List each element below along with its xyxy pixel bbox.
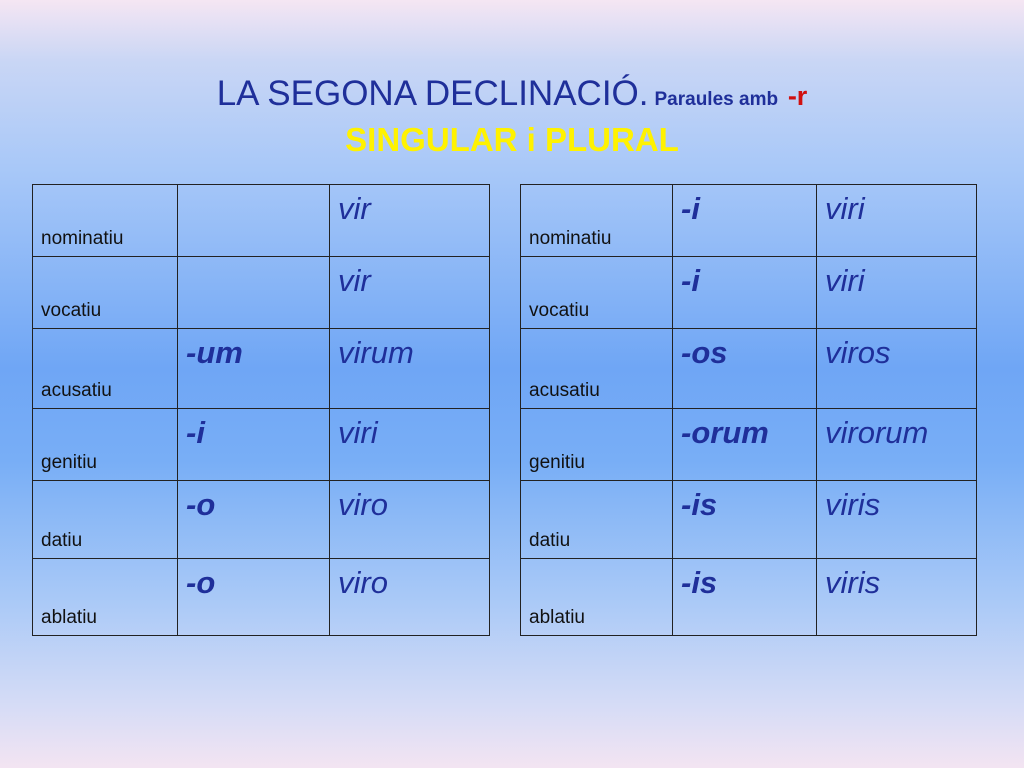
ending-cell xyxy=(178,185,330,257)
word-cell: viri xyxy=(817,257,977,329)
case-cell: vocatiu xyxy=(33,257,178,329)
case-cell: ablatiu xyxy=(33,559,178,636)
title-sub: Paraules amb xyxy=(654,89,779,110)
table-row xyxy=(521,409,977,481)
ending-cell: -i xyxy=(178,409,330,481)
case-cell: ablatiu xyxy=(521,559,673,636)
case-cell: datiu xyxy=(521,481,673,559)
case-cell: genitiu xyxy=(521,409,673,481)
table-row xyxy=(521,329,977,409)
ending-cell: -o xyxy=(178,559,330,636)
ending-cell: -is xyxy=(673,481,817,559)
word-cell: virorum xyxy=(817,409,977,481)
ending-cell: -orum xyxy=(673,409,817,481)
word-cell: vir xyxy=(330,185,490,257)
ending-cell: -o xyxy=(178,481,330,559)
table-row xyxy=(33,185,490,257)
table-row xyxy=(33,481,490,559)
case-cell: datiu xyxy=(33,481,178,559)
case-cell: genitiu xyxy=(33,409,178,481)
plural-table xyxy=(520,184,977,636)
word-cell: viros xyxy=(817,329,977,409)
ending-cell: -um xyxy=(178,329,330,409)
table-row xyxy=(521,559,977,636)
subtitle: SINGULAR i PLURAL xyxy=(345,121,679,158)
table-row xyxy=(33,559,490,636)
word-cell: viro xyxy=(330,481,490,559)
word-cell: viro xyxy=(330,559,490,636)
word-cell: vir xyxy=(330,257,490,329)
table-row xyxy=(33,409,490,481)
word-cell: viris xyxy=(817,481,977,559)
singular-table xyxy=(32,184,490,636)
ending-cell: -i xyxy=(673,257,817,329)
ending-cell: -os xyxy=(673,329,817,409)
table-row xyxy=(521,185,977,257)
slide-title xyxy=(0,74,1024,160)
case-cell: acusatiu xyxy=(521,329,673,409)
case-cell: nominatiu xyxy=(521,185,673,257)
table-row xyxy=(33,329,490,409)
table-row xyxy=(521,257,977,329)
word-cell: virum xyxy=(330,329,490,409)
case-cell: acusatiu xyxy=(33,329,178,409)
ending-cell: -is xyxy=(673,559,817,636)
title-main: LA SEGONA DECLINACIÓ. xyxy=(216,74,649,113)
table-row xyxy=(521,481,977,559)
ending-cell xyxy=(178,257,330,329)
ending-cell: -i xyxy=(673,185,817,257)
case-cell: nominatiu xyxy=(33,185,178,257)
title-suffix: -r xyxy=(787,81,808,111)
word-cell: viri xyxy=(330,409,490,481)
word-cell: viris xyxy=(817,559,977,636)
title-line xyxy=(0,74,1024,120)
table-row xyxy=(33,257,490,329)
word-cell: viri xyxy=(817,185,977,257)
case-cell: vocatiu xyxy=(521,257,673,329)
